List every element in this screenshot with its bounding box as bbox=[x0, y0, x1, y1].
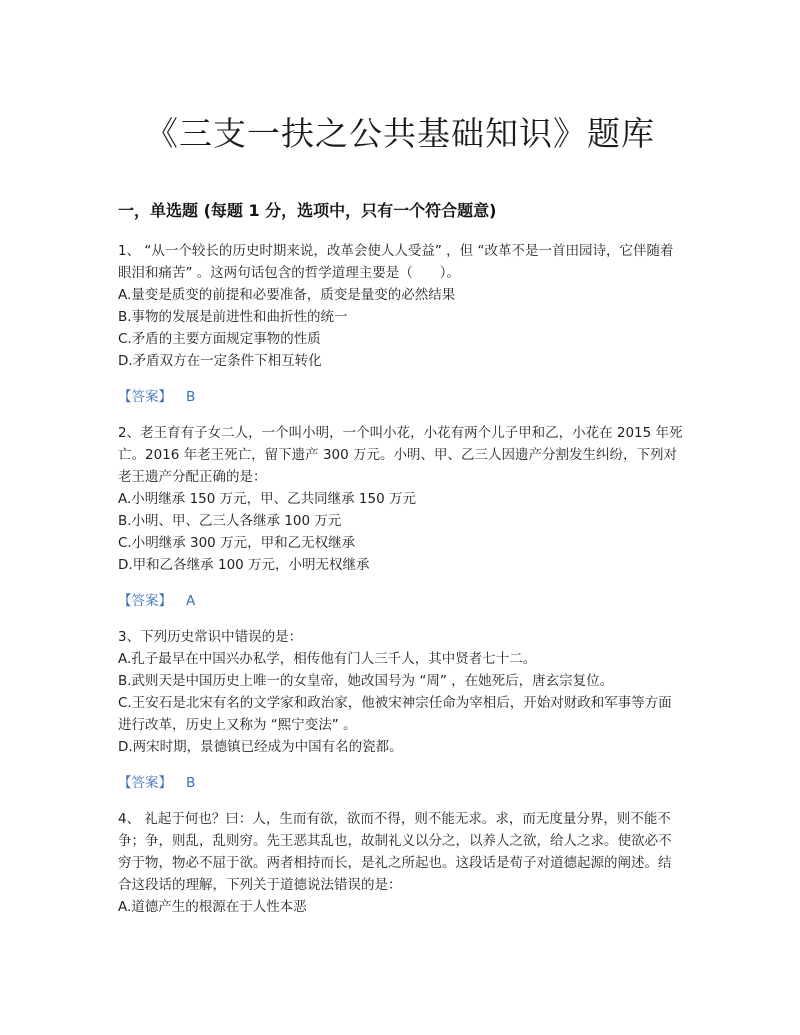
option-c: C.矛盾的主要方面规定事物的性质 bbox=[118, 331, 321, 347]
option-a: A.量变是质变的前提和必要准备，质变是量变的必然结果 bbox=[118, 287, 456, 303]
question-3 bbox=[118, 626, 684, 758]
answer-value: A bbox=[186, 593, 196, 609]
section-heading: 一，单选题 (每题 1 分，选项中，只有一个符合题意) bbox=[118, 201, 497, 220]
question-list bbox=[118, 240, 684, 918]
answer-label: 【答案】 bbox=[118, 593, 172, 609]
question-1 bbox=[118, 240, 684, 372]
question-stem: 2、老王育有子女二人，一个叫小明，一个叫小花，小花有两个儿子甲和乙，小花在 2015 年死亡。2016 年老王死亡，留下遗产 300 万元。小明、甲、乙三人因遗产分割发生纠纷，下列对老王遗产分配正确的是： bbox=[118, 425, 683, 485]
answer-label: 【答案】 bbox=[118, 389, 172, 405]
question-stem: 1、 “从一个较长的历史时期来说，改革会使人人受益” ，但 “改革不是一首田园诗，它伴随着眼泪和痛苦” 。这两句话包含的哲学道理主要是（ ）。 bbox=[118, 243, 674, 281]
option-a: A.道德产生的根源在于人性本恶 bbox=[118, 899, 307, 915]
page-title: 《三支一扶之公共基础知识》题库 bbox=[145, 114, 655, 153]
question-stem: 4、 礼起于何也？曰：人，生而有欲，欲而不得，则不能无求。求，而无度量分界，则不能不争；争，则乱，乱则穷。先王恶其乱也，故制礼义以分之，以养人之欲，给人之求。使欲必不穷于物，物必不屈于欲。两者相持而长，是礼之所起也。这段话是荀子对道德起源的阐述。结合这段话的理解，下列关于道德说法错误的是： bbox=[118, 811, 672, 893]
option-d: D.矛盾双方在一定条件下相互转化 bbox=[118, 353, 322, 369]
option-b: B.武则天是中国历史上唯一的女皇帝，她改国号为 “周” ，在她死后，唐玄宗复位。 bbox=[118, 673, 614, 689]
question-stem: 3、下列历史常识中错误的是： bbox=[118, 629, 303, 645]
option-d: D.两宋时期，景德镇已经成为中国有名的瓷都。 bbox=[118, 739, 403, 755]
answer-line bbox=[118, 386, 684, 408]
option-c: C.小明继承 300 万元，甲和乙无权继承 bbox=[118, 535, 356, 551]
option-a: A.孔子最早在中国兴办私学，相传他有门人三千人，其中贤者七十二。 bbox=[118, 651, 537, 667]
question-2 bbox=[118, 422, 684, 576]
option-d: D.甲和乙各继承 100 万元，小明无权继承 bbox=[118, 557, 370, 573]
answer-value: B bbox=[186, 389, 196, 405]
answer-label: 【答案】 bbox=[118, 775, 172, 791]
option-b: B.事物的发展是前进性和曲折性的统一 bbox=[118, 309, 348, 325]
question-4 bbox=[118, 808, 684, 918]
option-c: C.王安石是北宋有名的文学家和政治家，他被宋神宗任命为宰相后，开始对财政和军事等方面进行改革，历史上又称为 “熙宁变法” 。 bbox=[118, 695, 672, 733]
answer-value: B bbox=[186, 775, 196, 791]
option-b: B.小明、甲、乙三人各继承 100 万元 bbox=[118, 513, 342, 529]
option-a: A.小明继承 150 万元，甲、乙共同继承 150 万元 bbox=[118, 491, 416, 507]
answer-line bbox=[118, 772, 684, 794]
answer-line bbox=[118, 590, 684, 612]
